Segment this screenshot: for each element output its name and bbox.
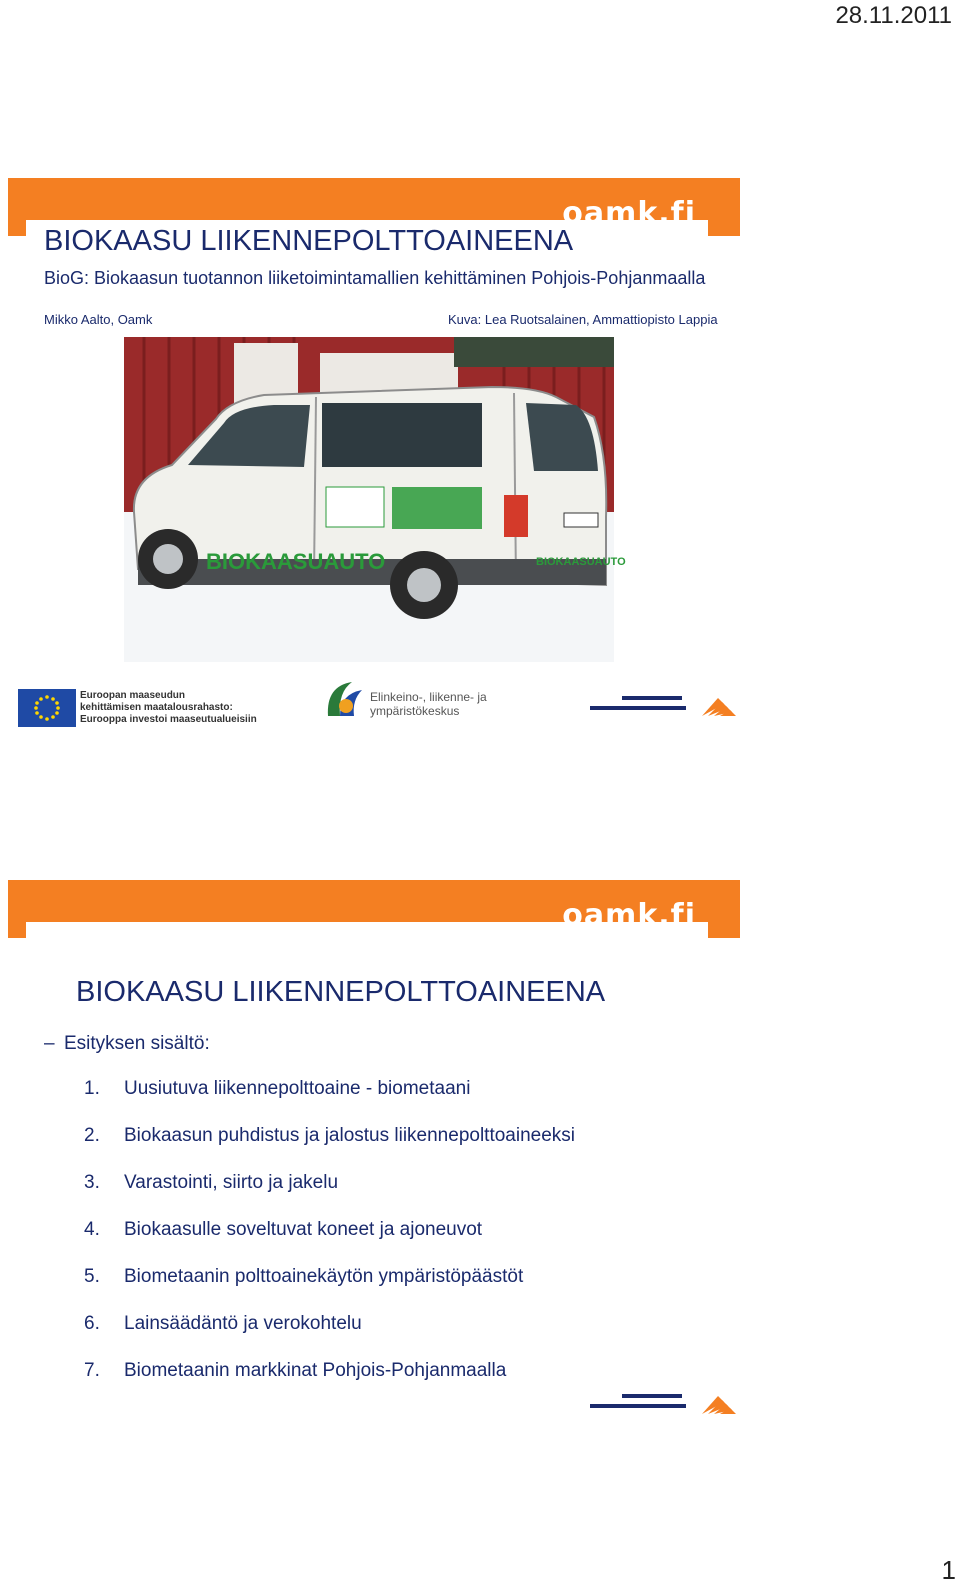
- slide1-author: Mikko Aalto, Oamk: [44, 312, 153, 327]
- slide1-photo-credit: Kuva: Lea Ruotsalainen, Ammattiopisto Lappia: [448, 312, 718, 327]
- eu-flag-icon: [18, 689, 76, 727]
- print-date: 28.11.2011: [835, 2, 952, 29]
- van-text-main: BIOKAASUAUTO: [206, 549, 386, 574]
- ely-text: Elinkeino-, liikenne- ja ympäristökeskus: [370, 690, 487, 718]
- slide2-lead: – Esityksen sisältö:: [44, 1033, 210, 1054]
- list-item: 3. Varastointi, siirto ja jakelu: [84, 1172, 339, 1193]
- list-item: 5. Biometaanin polttoainekäytön ympäristöpäästöt: [84, 1266, 524, 1287]
- agenda-list: [84, 1078, 575, 1407]
- slide1-subtitle: BioG: Biokaasun tuotannon liiketoimintamallien kehittäminen Pohjois-Pohjanmaalla: [44, 268, 706, 288]
- slide2-header-bar: [8, 880, 740, 938]
- list-item: 7. Biometaanin markkinat Pohjois-Pohjanmaalla: [84, 1360, 507, 1381]
- dash-bullet-icon: –: [44, 1033, 55, 1054]
- oulu-uas-logo-icon: [590, 694, 742, 718]
- biogas-van-photo: [124, 337, 626, 662]
- list-item: 2. Biokaasun puhdistus ja jalostus liikennepolttoaineeksi: [84, 1125, 576, 1146]
- slide1-title: BIOKAASU LIIKENNEPOLTTOAINEENA: [44, 225, 574, 257]
- oamk-logo: oamk.fi: [562, 196, 696, 231]
- eu-fund-text: Euroopan maaseudun kehittämisen maatalousrahasto: Eurooppa investoi maaseutualueisiin: [80, 690, 257, 725]
- slide2-title: BIOKAASU LIIKENNEPOLTTOAINEENA: [76, 976, 606, 1008]
- oamk-logo: oamk.fi: [562, 898, 696, 933]
- list-item: 6. Lainsäädäntö ja verokohtelu: [84, 1313, 362, 1334]
- van-text-side: BIOKAASUAUTO: [536, 556, 626, 568]
- list-item: 4. Biokaasulle soveltuvat koneet ja ajoneuvot: [84, 1219, 483, 1240]
- oulu-uas-logo-icon: [590, 1392, 742, 1416]
- list-item: 1. Uusiutuva liikennepolttoaine - biometaani: [84, 1078, 471, 1099]
- page-number: 1: [941, 1555, 956, 1585]
- van-illustration: [124, 337, 626, 662]
- ely-logo-icon: [322, 676, 368, 727]
